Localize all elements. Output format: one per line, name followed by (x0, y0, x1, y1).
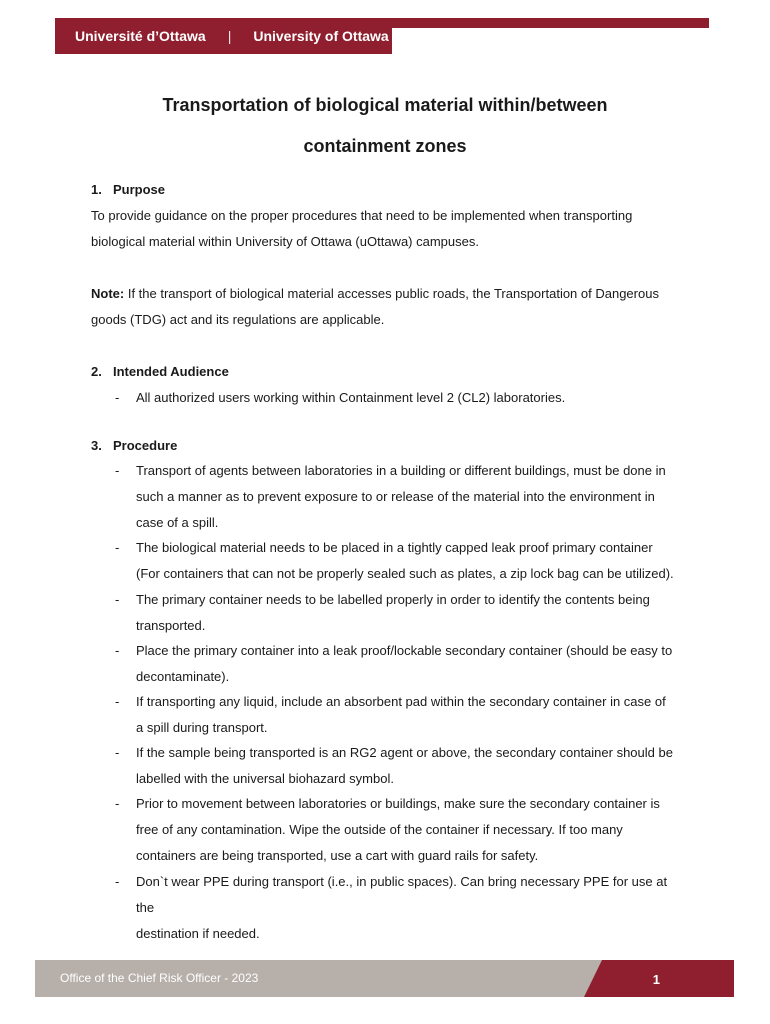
bullet-text: All authorized users working within Containment level 2 (CL2) laboratories. (136, 390, 566, 405)
procedure-bullet (115, 587, 680, 639)
bullet-line: The biological material needs to be placed in a tightly capped leak proof primary container (136, 540, 653, 555)
note-line: goods (TDG) act and its regulations are applicable. (91, 312, 385, 327)
bullet-dash: - (115, 694, 120, 709)
note-line: If the transport of biological material accesses public roads, the Transportation of Dangerous (124, 286, 659, 301)
procedure-bullet (115, 689, 680, 741)
section-number: 2. (91, 364, 102, 379)
bullet-line: a spill during transport. (136, 720, 268, 735)
bullet-line: destination if needed. (136, 926, 260, 941)
procedure-bullet (115, 535, 680, 587)
purpose-line: biological material within University of Ottawa (uOttawa) campuses. (91, 234, 479, 249)
purpose-line: To provide guidance on the proper procedures that need to be implemented when transporting (91, 208, 633, 223)
bullet-dash: - (115, 643, 120, 658)
bullet-line: Place the primary container into a leak proof/lockable secondary container (should be easy to (136, 643, 673, 658)
bullet-dash: - (115, 463, 120, 478)
document-title-line-1: Transportation of biological material within/between (162, 95, 608, 115)
bullet-line: If the sample being transported is an RG2 agent or above, the secondary container should be (136, 745, 673, 760)
bullet-line: free of any contamination. Wipe the outside of the container if necessary. If too many (136, 822, 623, 837)
university-name-fr: Université d’Ottawa (75, 28, 206, 44)
bullet-dash: - (115, 745, 120, 760)
bullet-line: Prior to movement between laboratories or buildings, make sure the secondary container is (136, 796, 660, 811)
section-audience-heading (91, 364, 229, 379)
procedure-bullet (115, 869, 680, 947)
bullet-line: Don`t wear PPE during transport (i.e., in public spaces). Can bring necessary PPE for use at the (136, 874, 668, 915)
bullet-line: transported. (136, 618, 206, 633)
procedure-bullet (115, 791, 680, 869)
document-title-line-2: containment zones (303, 136, 467, 156)
procedure-bullet (115, 458, 680, 536)
procedure-bullet (115, 740, 680, 792)
note-label: Note: (91, 286, 125, 301)
bullet-dash: - (115, 390, 120, 405)
bullet-line: case of a spill. (136, 515, 219, 530)
university-name-en: University of Ottawa (253, 28, 389, 44)
bullet-line: Transport of agents between laboratories in a building or different buildings, must be done in (136, 463, 666, 478)
section-number: 3. (91, 438, 102, 453)
page-footer (35, 960, 734, 997)
bullet-line: such a manner as to prevent exposure to or release of the material into the environment in (136, 489, 655, 504)
bullet-line: labelled with the universal biohazard symbol. (136, 771, 394, 786)
bullet-line: containers are being transported, use a cart with guard rails for safety. (136, 848, 539, 863)
section-title: Procedure (113, 438, 178, 453)
header-separator: | (227, 28, 232, 44)
bullet-dash: - (115, 540, 120, 555)
section-title: Intended Audience (113, 364, 229, 379)
purpose-paragraph (91, 203, 691, 255)
procedure-bullet (115, 638, 680, 690)
footer-office-text: Office of the Chief Risk Officer - 2023 (60, 971, 259, 985)
audience-bullet (115, 385, 680, 411)
note-paragraph (91, 281, 691, 333)
bullet-line: (For containers that can not be properly sealed such as plates, a zip lock bag can be utilized). (136, 566, 674, 581)
section-procedure-heading (91, 438, 177, 453)
bullet-line: If transporting any liquid, include an absorbent pad within the secondary container in case of (136, 694, 666, 709)
section-title: Purpose (113, 182, 166, 197)
section-number: 1. (91, 182, 102, 197)
page-number: 1 (652, 972, 660, 987)
bullet-line: The primary container needs to be labelled properly in order to identify the contents being (136, 592, 650, 607)
section-purpose-heading (91, 182, 165, 197)
bullet-dash: - (115, 592, 120, 607)
bullet-dash: - (115, 874, 120, 889)
header-logo-block (55, 18, 392, 54)
university-header (55, 18, 709, 54)
bullet-dash: - (115, 796, 120, 811)
bullet-line: decontaminate). (136, 669, 230, 684)
